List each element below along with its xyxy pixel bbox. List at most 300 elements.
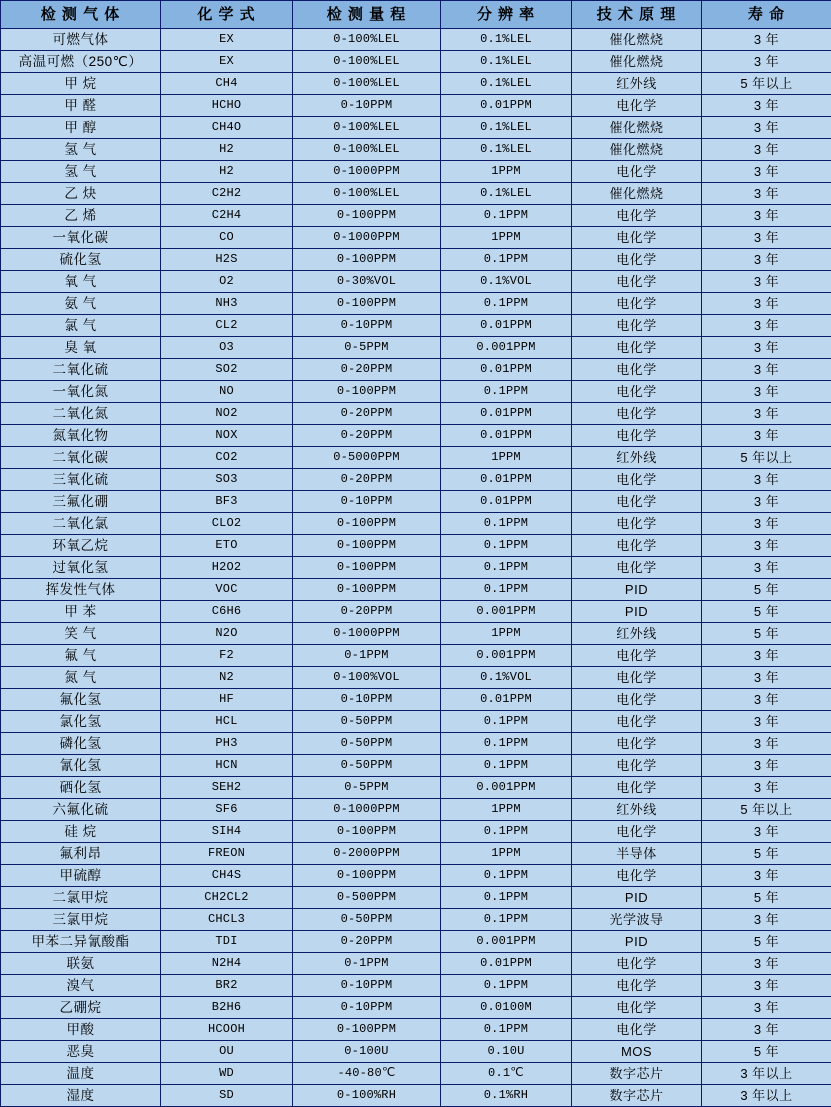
table-row: [1, 777, 831, 799]
cell-life: 3 年: [702, 139, 831, 161]
table-row: [1, 755, 831, 777]
table-row: [1, 887, 831, 909]
cell-resolution: 0.001PPM: [441, 777, 572, 799]
cell-range: 0-100PPM: [293, 513, 441, 535]
cell-life: 3 年: [702, 755, 831, 777]
cell-formula: CL2: [161, 315, 293, 337]
cell-life: 3 年: [702, 777, 831, 799]
cell-formula: SIH4: [161, 821, 293, 843]
cell-life: 3 年: [702, 645, 831, 667]
cell-gas: 可燃气体: [1, 29, 161, 51]
cell-principle: MOS: [572, 1041, 702, 1063]
table-row: [1, 95, 831, 117]
cell-principle: 电化学: [572, 161, 702, 183]
cell-formula: N2H4: [161, 953, 293, 975]
cell-resolution: 0.1%LEL: [441, 73, 572, 95]
cell-resolution: 0.1PPM: [441, 557, 572, 579]
cell-range: 0-20PPM: [293, 469, 441, 491]
cell-gas: 二氧化硫: [1, 359, 161, 381]
cell-life: 3 年: [702, 557, 831, 579]
cell-formula: O3: [161, 337, 293, 359]
cell-formula: HCHO: [161, 95, 293, 117]
cell-life: 3 年: [702, 95, 831, 117]
cell-formula: EX: [161, 29, 293, 51]
cell-life: 3 年: [702, 689, 831, 711]
cell-resolution: 0.01PPM: [441, 359, 572, 381]
cell-resolution: 0.1PPM: [441, 205, 572, 227]
table-row: [1, 359, 831, 381]
cell-life: 5 年以上: [702, 73, 831, 95]
column-header-principle: 技 术 原 理: [572, 1, 702, 29]
cell-formula: NH3: [161, 293, 293, 315]
cell-principle: PID: [572, 887, 702, 909]
cell-resolution: 0.1PPM: [441, 887, 572, 909]
cell-resolution: 0.001PPM: [441, 337, 572, 359]
cell-formula: TDI: [161, 931, 293, 953]
table-row: [1, 799, 831, 821]
cell-life: 3 年: [702, 535, 831, 557]
cell-range: 0-1000PPM: [293, 161, 441, 183]
cell-life: 3 年: [702, 205, 831, 227]
cell-range: 0-100PPM: [293, 293, 441, 315]
cell-gas: 二氧化碳: [1, 447, 161, 469]
cell-life: 3 年: [702, 733, 831, 755]
cell-principle: 电化学: [572, 535, 702, 557]
cell-resolution: 0.01PPM: [441, 689, 572, 711]
cell-gas: 硒化氢: [1, 777, 161, 799]
cell-principle: 红外线: [572, 623, 702, 645]
cell-resolution: 0.01PPM: [441, 95, 572, 117]
cell-gas: 过氧化氢: [1, 557, 161, 579]
cell-formula: NO: [161, 381, 293, 403]
cell-resolution: 0.001PPM: [441, 931, 572, 953]
cell-life: 5 年: [702, 579, 831, 601]
cell-gas: 恶臭: [1, 1041, 161, 1063]
cell-resolution: 0.1PPM: [441, 821, 572, 843]
cell-range: 0-1000PPM: [293, 227, 441, 249]
cell-life: 3 年: [702, 337, 831, 359]
cell-range: 0-100PPM: [293, 249, 441, 271]
cell-principle: 电化学: [572, 865, 702, 887]
cell-formula: NOX: [161, 425, 293, 447]
cell-resolution: 0.1PPM: [441, 381, 572, 403]
cell-resolution: 0.01PPM: [441, 491, 572, 513]
cell-gas: 氨 气: [1, 293, 161, 315]
cell-life: 3 年: [702, 997, 831, 1019]
cell-life: 3 年: [702, 469, 831, 491]
cell-life: 5 年以上: [702, 447, 831, 469]
cell-gas: 氰化氢: [1, 755, 161, 777]
table-row: [1, 403, 831, 425]
cell-formula: BF3: [161, 491, 293, 513]
cell-principle: 红外线: [572, 73, 702, 95]
cell-principle: 催化燃烧: [572, 117, 702, 139]
cell-resolution: 0.1%VOL: [441, 667, 572, 689]
cell-principle: 催化燃烧: [572, 51, 702, 73]
cell-gas: 三氟化硼: [1, 491, 161, 513]
cell-range: 0-100PPM: [293, 381, 441, 403]
cell-principle: 电化学: [572, 315, 702, 337]
cell-formula: FREON: [161, 843, 293, 865]
cell-life: 3 年: [702, 491, 831, 513]
cell-range: 0-5PPM: [293, 337, 441, 359]
cell-life: 3 年: [702, 381, 831, 403]
cell-life: 3 年: [702, 29, 831, 51]
cell-principle: 电化学: [572, 975, 702, 997]
cell-range: 0-100PPM: [293, 865, 441, 887]
cell-formula: CH4: [161, 73, 293, 95]
cell-formula: N2O: [161, 623, 293, 645]
cell-resolution: 1PPM: [441, 161, 572, 183]
cell-life: 3 年: [702, 425, 831, 447]
cell-gas: 三氯甲烷: [1, 909, 161, 931]
table-row: [1, 425, 831, 447]
cell-formula: O2: [161, 271, 293, 293]
table-row: [1, 1019, 831, 1041]
cell-range: 0-100%LEL: [293, 29, 441, 51]
cell-formula: CO2: [161, 447, 293, 469]
cell-resolution: 0.1PPM: [441, 733, 572, 755]
table-row: [1, 557, 831, 579]
cell-formula: NO2: [161, 403, 293, 425]
column-header-resolution: 分 辨 率: [441, 1, 572, 29]
cell-gas: 挥发性气体: [1, 579, 161, 601]
cell-formula: HCL: [161, 711, 293, 733]
cell-range: 0-20PPM: [293, 403, 441, 425]
cell-life: 5 年: [702, 1041, 831, 1063]
cell-formula: B2H6: [161, 997, 293, 1019]
cell-range: 0-5000PPM: [293, 447, 441, 469]
cell-life: 3 年: [702, 315, 831, 337]
cell-life: 3 年: [702, 865, 831, 887]
table-row: [1, 249, 831, 271]
cell-resolution: 0.1PPM: [441, 249, 572, 271]
cell-gas: 甲 烷: [1, 73, 161, 95]
cell-gas: 环氧乙烷: [1, 535, 161, 557]
cell-formula: H2: [161, 161, 293, 183]
table-row: [1, 73, 831, 95]
cell-formula: H2O2: [161, 557, 293, 579]
table-row: [1, 711, 831, 733]
cell-life: 5 年以上: [702, 799, 831, 821]
cell-resolution: 0.1PPM: [441, 975, 572, 997]
cell-gas: 甲 苯: [1, 601, 161, 623]
cell-formula: CO: [161, 227, 293, 249]
table-row: [1, 1041, 831, 1063]
cell-gas: 二氧化氮: [1, 403, 161, 425]
table-row: [1, 513, 831, 535]
table-row: [1, 271, 831, 293]
cell-formula: C6H6: [161, 601, 293, 623]
table-row: [1, 139, 831, 161]
table-row: [1, 205, 831, 227]
cell-formula: CH4S: [161, 865, 293, 887]
cell-resolution: 0.1PPM: [441, 535, 572, 557]
cell-range: 0-100PPM: [293, 205, 441, 227]
cell-principle: 数字芯片: [572, 1085, 702, 1107]
cell-life: 3 年: [702, 161, 831, 183]
cell-gas: 一氧化碳: [1, 227, 161, 249]
table-row: [1, 381, 831, 403]
table-row: [1, 337, 831, 359]
cell-principle: 催化燃烧: [572, 183, 702, 205]
cell-resolution: 0.01PPM: [441, 953, 572, 975]
cell-formula: SO3: [161, 469, 293, 491]
cell-life: 3 年以上: [702, 1063, 831, 1085]
table-row: [1, 997, 831, 1019]
cell-life: 3 年: [702, 909, 831, 931]
table-row: [1, 1085, 831, 1107]
cell-life: 3 年: [702, 51, 831, 73]
cell-range: 0-1PPM: [293, 645, 441, 667]
cell-range: 0-10PPM: [293, 95, 441, 117]
cell-range: 0-100PPM: [293, 579, 441, 601]
cell-range: 0-50PPM: [293, 909, 441, 931]
cell-formula: F2: [161, 645, 293, 667]
table-row: [1, 645, 831, 667]
cell-resolution: 0.1%RH: [441, 1085, 572, 1107]
cell-principle: 电化学: [572, 469, 702, 491]
cell-life: 3 年: [702, 227, 831, 249]
cell-principle: 红外线: [572, 799, 702, 821]
cell-formula: SEH2: [161, 777, 293, 799]
cell-formula: H2S: [161, 249, 293, 271]
cell-range: 0-100%LEL: [293, 73, 441, 95]
table-row: [1, 161, 831, 183]
cell-gas: 氮 气: [1, 667, 161, 689]
cell-formula: N2: [161, 667, 293, 689]
cell-formula: C2H4: [161, 205, 293, 227]
cell-principle: 电化学: [572, 689, 702, 711]
cell-principle: 催化燃烧: [572, 139, 702, 161]
cell-principle: 电化学: [572, 1019, 702, 1041]
cell-life: 3 年: [702, 975, 831, 997]
table-row: [1, 909, 831, 931]
cell-gas: 氮氧化物: [1, 425, 161, 447]
cell-principle: 电化学: [572, 491, 702, 513]
table-row: [1, 953, 831, 975]
cell-principle: 电化学: [572, 777, 702, 799]
cell-range: 0-10PPM: [293, 975, 441, 997]
cell-life: 3 年: [702, 711, 831, 733]
cell-resolution: 1PPM: [441, 447, 572, 469]
cell-resolution: 0.1%LEL: [441, 183, 572, 205]
cell-range: 0-2000PPM: [293, 843, 441, 865]
table-row: [1, 843, 831, 865]
cell-life: 3 年: [702, 293, 831, 315]
cell-range: 0-30%VOL: [293, 271, 441, 293]
cell-principle: 电化学: [572, 733, 702, 755]
cell-principle: 数字芯片: [572, 1063, 702, 1085]
cell-principle: 电化学: [572, 755, 702, 777]
cell-principle: 电化学: [572, 249, 702, 271]
cell-life: 5 年: [702, 623, 831, 645]
column-header-gas: 检 测 气 体: [1, 1, 161, 29]
cell-formula: WD: [161, 1063, 293, 1085]
cell-principle: 电化学: [572, 359, 702, 381]
cell-range: 0-10PPM: [293, 997, 441, 1019]
table-row: [1, 447, 831, 469]
cell-resolution: 1PPM: [441, 227, 572, 249]
cell-principle: 电化学: [572, 205, 702, 227]
cell-gas: 甲 醛: [1, 95, 161, 117]
cell-principle: 电化学: [572, 513, 702, 535]
cell-formula: CH2CL2: [161, 887, 293, 909]
table-header-row: [1, 1, 831, 29]
cell-principle: 红外线: [572, 447, 702, 469]
table-row: [1, 865, 831, 887]
cell-formula: VOC: [161, 579, 293, 601]
cell-formula: HF: [161, 689, 293, 711]
cell-resolution: 1PPM: [441, 799, 572, 821]
cell-range: 0-50PPM: [293, 711, 441, 733]
cell-life: 5 年: [702, 843, 831, 865]
cell-formula: HCN: [161, 755, 293, 777]
cell-principle: 电化学: [572, 557, 702, 579]
cell-resolution: 0.1%LEL: [441, 29, 572, 51]
cell-gas: 联氨: [1, 953, 161, 975]
table-row: [1, 183, 831, 205]
cell-formula: BR2: [161, 975, 293, 997]
cell-principle: 电化学: [572, 711, 702, 733]
cell-principle: 半导体: [572, 843, 702, 865]
cell-formula: CHCL3: [161, 909, 293, 931]
table-row: [1, 491, 831, 513]
cell-gas: 甲苯二异氰酸酯: [1, 931, 161, 953]
cell-life: 5 年: [702, 931, 831, 953]
cell-gas: 甲硫醇: [1, 865, 161, 887]
cell-range: 0-100%VOL: [293, 667, 441, 689]
cell-principle: 电化学: [572, 95, 702, 117]
cell-range: 0-5PPM: [293, 777, 441, 799]
cell-principle: 电化学: [572, 381, 702, 403]
cell-principle: 电化学: [572, 997, 702, 1019]
cell-resolution: 0.1℃: [441, 1063, 572, 1085]
table-row: [1, 733, 831, 755]
cell-range: 0-20PPM: [293, 931, 441, 953]
cell-gas: 笑 气: [1, 623, 161, 645]
cell-gas: 二氯甲烷: [1, 887, 161, 909]
cell-gas: 氟 气: [1, 645, 161, 667]
cell-life: 3 年: [702, 359, 831, 381]
cell-resolution: 0.10U: [441, 1041, 572, 1063]
cell-range: 0-100%LEL: [293, 51, 441, 73]
cell-formula: PH3: [161, 733, 293, 755]
cell-life: 3 年: [702, 513, 831, 535]
cell-formula: OU: [161, 1041, 293, 1063]
cell-resolution: 0.1%LEL: [441, 117, 572, 139]
cell-range: 0-100%LEL: [293, 117, 441, 139]
cell-resolution: 0.1%LEL: [441, 51, 572, 73]
cell-range: 0-20PPM: [293, 601, 441, 623]
cell-life: 3 年: [702, 249, 831, 271]
cell-life: 3 年: [702, 117, 831, 139]
cell-principle: 电化学: [572, 337, 702, 359]
cell-resolution: 0.1PPM: [441, 865, 572, 887]
column-header-life: 寿 命: [702, 1, 831, 29]
cell-formula: C2H2: [161, 183, 293, 205]
cell-range: 0-20PPM: [293, 359, 441, 381]
cell-resolution: 1PPM: [441, 623, 572, 645]
cell-formula: SD: [161, 1085, 293, 1107]
cell-life: 5 年: [702, 601, 831, 623]
cell-principle: 催化燃烧: [572, 29, 702, 51]
cell-gas: 溴气: [1, 975, 161, 997]
cell-resolution: 0.1PPM: [441, 909, 572, 931]
table-row: [1, 315, 831, 337]
cell-principle: PID: [572, 601, 702, 623]
cell-resolution: 0.01PPM: [441, 469, 572, 491]
table-row: [1, 975, 831, 997]
cell-principle: 电化学: [572, 953, 702, 975]
cell-resolution: 0.01PPM: [441, 403, 572, 425]
cell-gas: 乙 炔: [1, 183, 161, 205]
cell-formula: CLO2: [161, 513, 293, 535]
cell-range: 0-100PPM: [293, 821, 441, 843]
cell-range: 0-100%RH: [293, 1085, 441, 1107]
cell-gas: 氯 气: [1, 315, 161, 337]
cell-gas: 硅 烷: [1, 821, 161, 843]
cell-principle: 电化学: [572, 667, 702, 689]
table-row: [1, 667, 831, 689]
table-row: [1, 623, 831, 645]
cell-life: 3 年: [702, 667, 831, 689]
table-row: [1, 931, 831, 953]
cell-principle: 电化学: [572, 271, 702, 293]
cell-principle: 电化学: [572, 645, 702, 667]
table-row: [1, 117, 831, 139]
cell-principle: PID: [572, 579, 702, 601]
cell-gas: 磷化氢: [1, 733, 161, 755]
cell-range: 0-10PPM: [293, 315, 441, 337]
cell-gas: 氯化氢: [1, 711, 161, 733]
cell-life: 3 年: [702, 183, 831, 205]
cell-gas: 甲酸: [1, 1019, 161, 1041]
cell-gas: 氢 气: [1, 139, 161, 161]
cell-gas: 三氧化硫: [1, 469, 161, 491]
cell-principle: 电化学: [572, 227, 702, 249]
cell-formula: SO2: [161, 359, 293, 381]
column-header-range: 检 测 量 程: [293, 1, 441, 29]
cell-life: 3 年: [702, 271, 831, 293]
cell-range: 0-100PPM: [293, 535, 441, 557]
cell-gas: 氟利昂: [1, 843, 161, 865]
cell-formula: CH4O: [161, 117, 293, 139]
table-row: [1, 293, 831, 315]
cell-range: 0-10PPM: [293, 689, 441, 711]
cell-principle: 光学波导: [572, 909, 702, 931]
column-header-formula: 化 学 式: [161, 1, 293, 29]
cell-range: 0-50PPM: [293, 755, 441, 777]
cell-gas: 一氧化氮: [1, 381, 161, 403]
table-header: [1, 1, 831, 29]
cell-life: 5 年: [702, 887, 831, 909]
table-row: [1, 469, 831, 491]
cell-life: 3 年: [702, 1019, 831, 1041]
cell-formula: EX: [161, 51, 293, 73]
cell-gas: 六氟化硫: [1, 799, 161, 821]
cell-formula: HCOOH: [161, 1019, 293, 1041]
cell-gas: 二氧化氯: [1, 513, 161, 535]
cell-gas: 乙 烯: [1, 205, 161, 227]
cell-gas: 臭 氧: [1, 337, 161, 359]
cell-range: 0-50PPM: [293, 733, 441, 755]
cell-resolution: 0.1PPM: [441, 755, 572, 777]
cell-resolution: 0.1PPM: [441, 1019, 572, 1041]
cell-gas: 乙硼烷: [1, 997, 161, 1019]
table-row: [1, 29, 831, 51]
cell-range: 0-100%LEL: [293, 183, 441, 205]
